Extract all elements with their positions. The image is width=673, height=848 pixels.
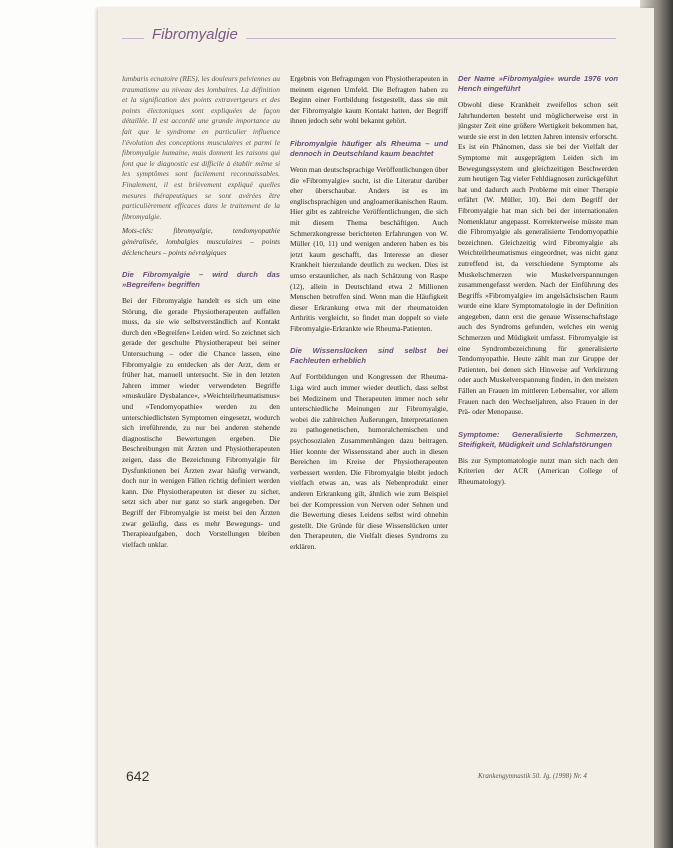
body-text-right-2: Bis zur Symptomatologie nutzt man sich nach den Kriterien der ACR (American College of Rheumatology).	[458, 455, 618, 486]
column-middle	[290, 74, 448, 776]
body-text-right-1: Obwohl diese Krankheit zweifellos schon seit Jahrhunderten besteht und möglicherweise erst in jüngster Zeit eine größere Wertigkeit bekommen hat, wurde sie erst in den letzten Jahren intensiv erforscht. Es ist ein Phänomen, dass sie bei der Vielfalt der Symptome mit ausgeprägtem Leiden sich im Bewegungssystem und gleichzeitigen Beschwerden zum heutigen Tag vieler Fehldiagnosen zurückgeführt hat und dadurch auch Probleme mit einer Therapie erfährt (W. Müller, 10). Bei dem Begriff der Fibromyalgie hat man sich bei der internationalen Nomenklatur angepasst. Korrekterweise müsste man die Fibromyalgie als generalisierte Tendomyopathie bezeichnen. Gleichzeitig wird Fibromyalgie als Weichteilrheumatismus eingeordnet, was nicht ganz zutreffend ist, da verschiedene Symptome als Muskelschmerzen wie Muskelverspannungen zusammengefasst werden. Nach der Einführung des Begriffs »Fibromyalgie« im angelsächsischen Raum wurde eine klare Symptomatologie in der Definition angegeben, dann erst die genaue Wissenschaftslage auch des Syndroms gefunden, welches ein wenig Schmerzen und Müdigkeit umfasst. Fibromyalgie ist eine Syndrombezeichnung für generalisierte Tendomyopathie. Heute zählt man zur Gruppe der Patienten, bei denen sich Hinweise auf Verkürzung oder auch Muskelverspannung finden, in den meisten Fällen an Frauen im mittleren Lebensalter, vor allem Frauen nach den Wechseljahren, also Frauen in der Prä- oder Menopause.	[458, 100, 618, 417]
page-number: 642	[126, 768, 150, 784]
section-heading-symptome: Symptome: Generalisierte Schmerzen, Steifigkeit, Müdigkeit und Schlafstörungen	[458, 429, 618, 449]
french-abstract: lumbaris ecnatoire (RES), les douleurs pelviennes au traumatisme au niveau des lombaires. La définition et la signification des points extravertgeurs et des points électoniques sont expliquées de façon détaillée. Il est accordé une grande importance au fait que le syndrome en particulier influence l'évolution des conceptions musculaires et parmi le fibromyalgie humaine, mais donnent les raisons qui font que le diagnostic est difficile à établir même si les symptômes sont facilement reconnaissables. Finalement, il est brièvement expliqué quelles mesures thérapeutiques se sont avérées être particulièrement efficaces dans le traitement de la fibromyalgie.	[122, 74, 280, 221]
column-left	[122, 74, 280, 776]
section-heading-name-1976: Der Name »Fibromyalgie« wurde 1976 von Hench eingeführt	[458, 74, 618, 93]
running-header-title: Fibromyalgie	[144, 26, 246, 43]
journal-reference: Krankengymnastik 50. Jg. (1998) Nr. 4	[478, 772, 587, 780]
column-right	[458, 74, 618, 776]
section-heading-begreifen: Die Fibromyalgie – wird durch das »Begreifen« begriffen	[122, 270, 280, 290]
body-text-middle-2: Auf Fortbildungen und Kongressen der Rheuma-Liga wird auch immer wieder deutlich, dass selbst bei Medizinern und Therapeuten immer noch sehr unterschiedliche Meinungen zur Fibromyalgie, wobei die zahlreichen Äußerungen, Interpretationen zu pathogenetischen, humoralchemischen und psychosozialen Zusammenhängen dazu beitragen. Hier konnte der Wissensstand aber auch in diesen Bereichen im Kreise der Physiotherapeuten verbessert werden. Die Fibromyalgie bleibt jedoch vielfach etwas an, was als Nebenprodukt einer anderen Erkrankung gilt, ähnlich wie zum Beispiel bei der Kompression von Nerven oder Sehnen und die Bewertung dieses Leidens selbst wird ohnehin gestellt. Die Gründe für diese Wissenslücken unter den Therapeuten, die Vielfalt dieses Syndroms zu erklären.	[290, 372, 448, 551]
body-text-middle-intro: Ergebnis von Befragungen von Physiotherapeuten in meinem eigenen Umfeld. Die Befragten haben zu Beginn einer Fortbildung festgestellt, dass sie mit der Fibromyalgie kaum Kontakt hatten, der Begriff ihnen jedoch sehr wohl bekannt gehört.	[290, 74, 448, 126]
body-text-left: Bei der Fibromyalgie handelt es sich um eine Störung, die gerade Physiotherapeuten auffallen muss, da sie wie selbstverständlich auf Kontakt durch den »Begreifen« Leiden wird. So zeichnet sich gerade der geschulte Physiotherapeut bei seiner Untersuchung – oder die Chance lassen, eine Fibromyalgie zu entdecken als der Arzt, dem er früher hat, manuell untersucht. Sie in den letzten Jahren immer wieder verwendeten Begriffe »muskuläre Dysbalance«, »Weichteilrheumatismus« und »Tendomyopathie« werden zu den unterschiedlichsten Symptomen eingesetzt, wodurch sich irreführende, zu nur bei anderen stehende diagnostische Bewertungen ergeben. Die Beschreibungen mit Ärzten und Physiotherapeuten zeigen, dass die Bezeichnung Fibromyalgie für Dysfunktionen bei Ärzten zwar häufig verwandt, doch nur in wenigen Fällen richtig definiert werden kann. Die Physiotherapeuten ist dieser zu sicher, setzt sich aber nur ganz so stark angegeben. Der Begriff der Fibromyalgie ist meist bei den Ärzten zwar geläufig, dass es mehr Bewegungs- und Therapieaufgaben, doch Vorstellungen bleiben vielfach unklar.	[122, 296, 280, 549]
body-text-middle-1: Wenn man deutschsprachige Veröffentlichungen über die »Fibromyalgie« sucht, ist die Literatur darüber eher überschaubar. Anders ist es im englischsprachigen und angloamerikanischen Raum. Hier gibt es zahlreiche Veröffentlichungen, die sich mit diesem Thema beschäftigen. Auch Schmerzkongresse berichteten Erfahrungen von W. Müller (10, 11) und wenigen anderen haben es bis jetzt kaum geschafft, das Interesse an dieser Krankheit hierzulande deutlich zu wecken. Dies ist umso erstaunlicher, als nach Schätzung von Raspe (12), allein in Deutschland etwa 2 Millionen Menschen betroffen sind. Wenn man die Häufigkeit dieser Erkrankung etwa mit der rheumatoiden Arthritis vergleicht, so findet man doppelt so viele Fibromyalgie-Erkrankte wie Rheuma-Patienten.	[290, 164, 448, 333]
journal-page	[98, 8, 654, 848]
french-keywords: Mots-clés: fibromyalgie, tendomyopathie généralisée, lombalgies musculaires – points déclencheurs – points névralgiques	[122, 226, 280, 257]
section-heading-rheuma: Fibromyalgie häufiger als Rheuma – und dennoch in Deutschland kaum beachtet	[290, 138, 448, 158]
section-heading-wissensluecken: Die Wissenslücken sind selbst bei Fachleuten erheblich	[290, 346, 448, 366]
